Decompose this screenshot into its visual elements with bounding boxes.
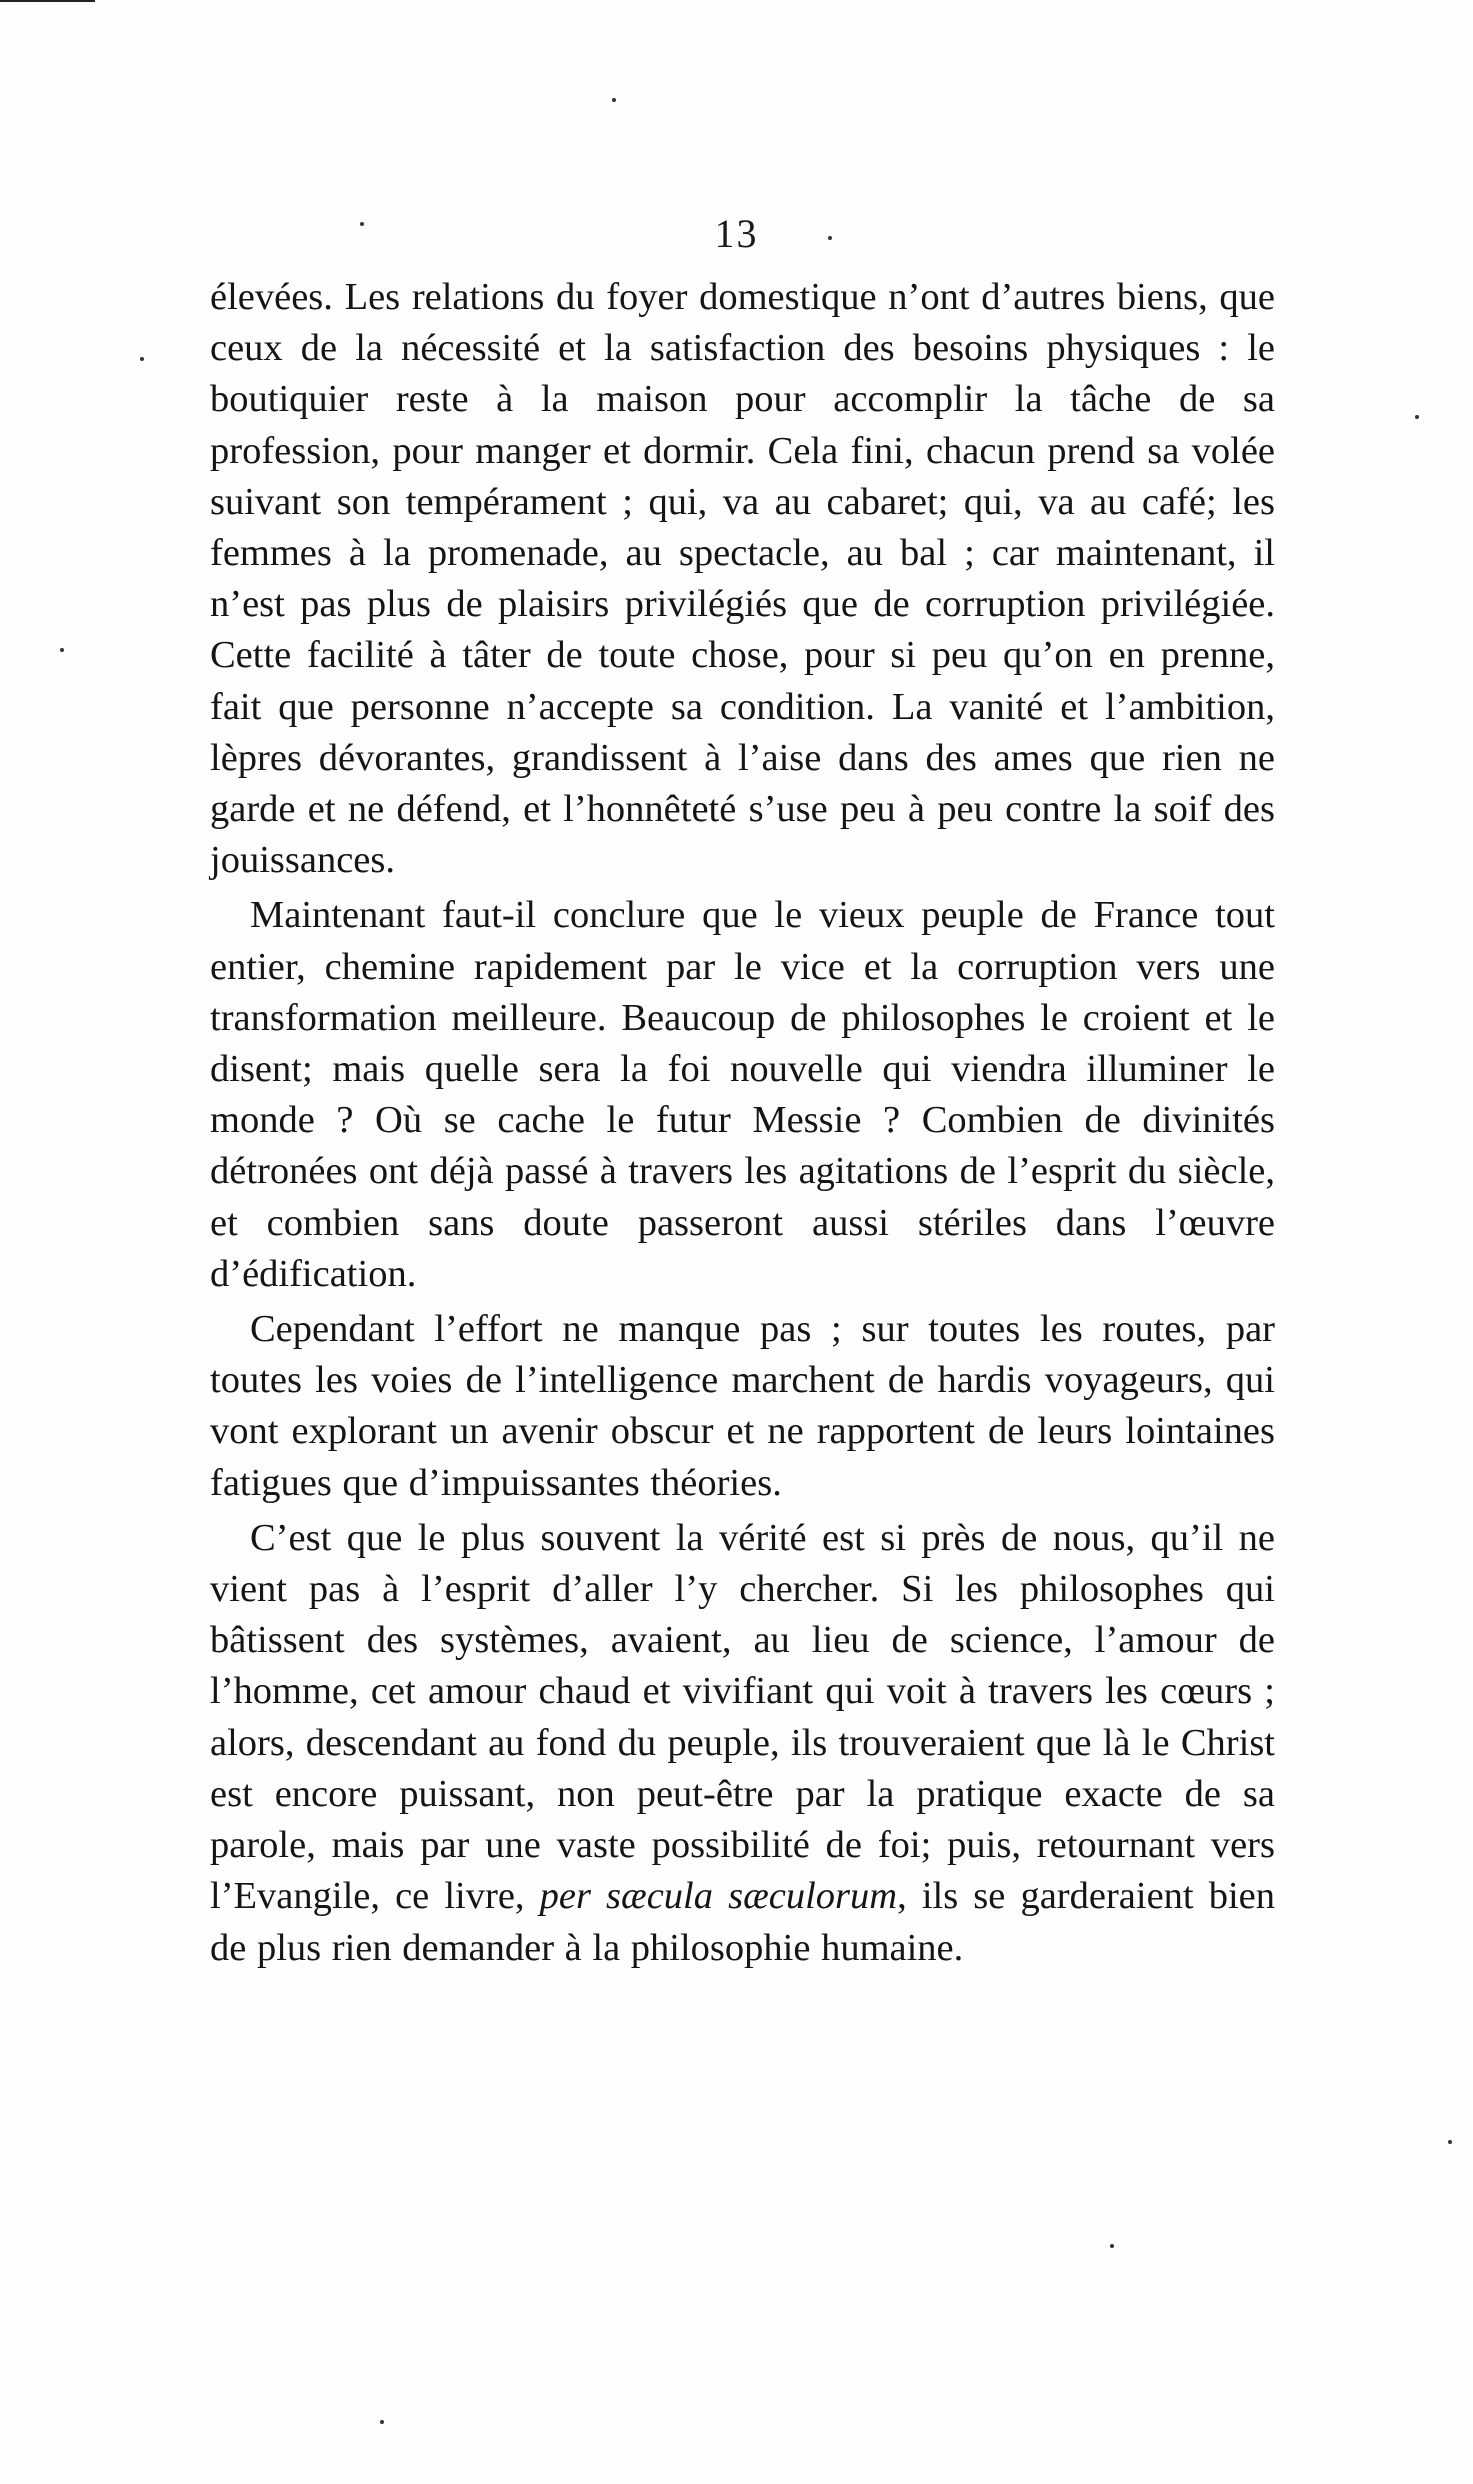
- paragraph-text: élevées. Les relations du foyer domestique n’ont d’autres biens, que ceux de la nécessité et la satisfaction des besoins physiques : le boutiquier reste à la maison pour accomplir la tâche de sa profession, pour manger et dormir. Cela fini, chacun prend sa volée suivant son tempérament ; qui, va au cabaret; qui, va au café; les femmes à la promenade, au spectacle, au bal ; car maintenant, il n’est pas plus de plaisirs privilégiés que de corruption privilégiée. Cette facilité à tâter de toute chose, pour si peu qu’on en prenne, fait que personne n’accepte sa condition. La vanité et l’ambition, lèpres dévorantes, grandissent à l’aise dans des ames que rien ne garde et ne défend, et l’honnêteté s’use peu à peu contre la soif des jouissances.: [210, 276, 1275, 882]
- scan-speck: [60, 648, 64, 652]
- scan-speck: [380, 2420, 384, 2424]
- scan-speck: [828, 236, 832, 240]
- paragraph-text: Maintenant faut-il conclure que le vieux peuple de France tout entier, chemine rapidement par le vice et la corruption vers une transformation meilleure. Beaucoup de philosophes le croient et le disent; mais quelle sera la foi nouvelle qui viendra illuminer le monde ? Où se cache le futur Messie ? Combien de divinités détronées ont déjà passé à travers les agitations de l’esprit du siècle, et combien sans doute passeront aussi stériles dans l’œuvre d’édification.: [210, 894, 1275, 1295]
- paragraph-text: Cependant l’effort ne manque pas ; sur toutes les routes, par toutes les voies de l’intelligence marchent de hardis voyageurs, qui vont explorant un avenir obscur et ne rapportent de leurs lointaines fatigues que d’impuissantes théories.: [210, 1308, 1275, 1504]
- latin-phrase: per sæcula sæculorum: [539, 1875, 898, 1918]
- scan-speck: [140, 357, 144, 361]
- scan-speck: [360, 222, 364, 226]
- body-text: [210, 272, 1275, 1974]
- paragraph: [210, 890, 1275, 1300]
- scan-speck: [1415, 415, 1419, 419]
- paragraph: [210, 1513, 1275, 1974]
- scan-speck: [612, 98, 616, 102]
- paragraph: [210, 1304, 1275, 1509]
- paragraph-continuation: [210, 272, 1275, 886]
- scan-speck: [1110, 2244, 1114, 2248]
- scan-speck: [1448, 2140, 1452, 2144]
- corner-rule: [0, 0, 95, 2]
- page-number: 13: [714, 211, 759, 256]
- paragraph-text-end: , ils se garderaient bien de plus rien demander à la philosophie humaine.: [210, 1875, 1275, 1969]
- paragraph-text: C’est que le plus souvent la vérité est si près de nous, qu’il ne vient pas à l’esprit d’aller l’y chercher. Si les philosophes qui bâtissent des systèmes, avaient, au lieu de science, l’amour de l’homme, cet amour chaud et vivifiant qui voit à travers les cœurs ; alors, descendant au fond du peuple, ils trouveraient que là le Christ est encore puissant, non peut-être par la pratique exacte de sa parole, mais par une vaste possibilité de foi; puis, retournant vers l’Evangile, ce livre,: [210, 1516, 1275, 1918]
